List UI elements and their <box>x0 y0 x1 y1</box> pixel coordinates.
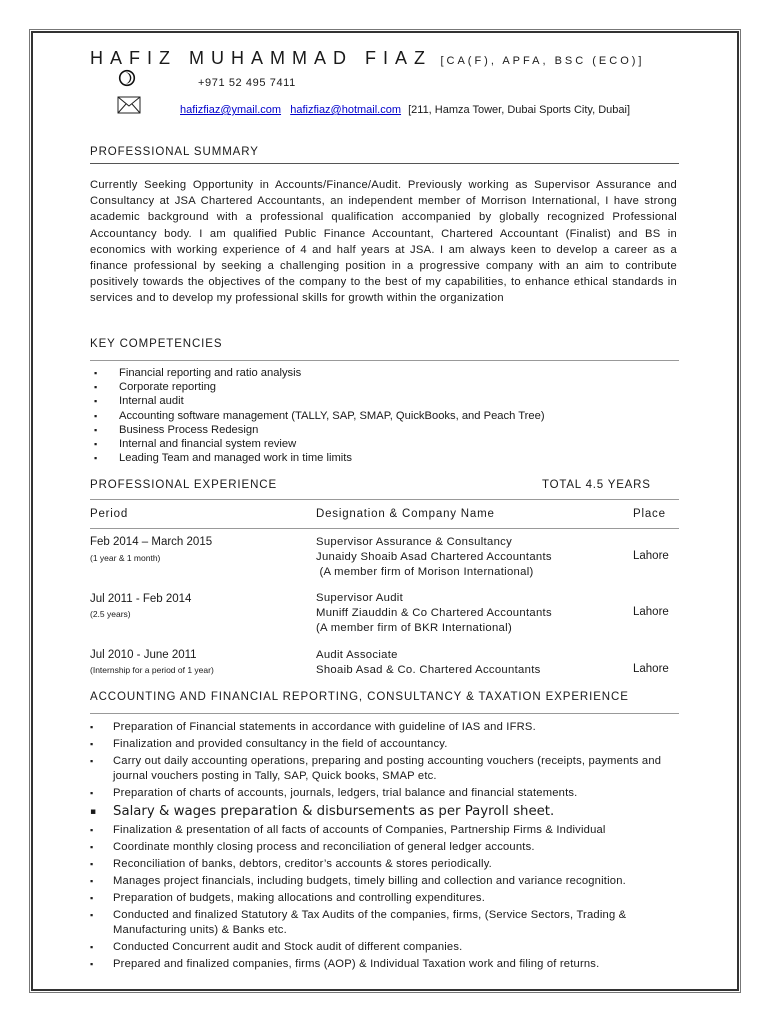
accounting-divider <box>90 713 679 714</box>
phone-icon <box>118 69 136 87</box>
column-header-period: Period <box>90 508 129 520</box>
list-item: ▪ Preparation of charts of accounts, journals, ledgers, trial balance and financial statements. <box>90 786 680 801</box>
list-item: ▪ Carry out daily accounting operations, preparing and posting accounting vouchers (receipts, payments and journal vouchers posting in Tally, SAP, Quick books, SMAP etc. <box>90 754 680 784</box>
competencies-heading: KEY COMPETENCIES <box>90 338 223 350</box>
list-item: ▪ Preparation of Financial statements in accordance with guideline of IAS and IFRS. <box>90 720 680 735</box>
list-item: ▪ Leading Team and managed work in time limits <box>93 451 545 465</box>
envelope-icon <box>117 96 141 114</box>
list-item: ▪ Business Process Redesign <box>93 423 545 437</box>
competencies-divider <box>90 360 679 361</box>
competencies-list <box>93 366 545 465</box>
experience-designation: Audit Associate <box>316 649 398 661</box>
experience-company: Muniff Ziauddin & Co Chartered Accountants <box>316 606 552 619</box>
email-link-hotmail[interactable]: hafizfiaz@hotmail.com <box>290 104 402 116</box>
list-item: ▪ Finalization & presentation of all facts of accounts of Companies, Partnership Firms & Individual <box>90 823 680 838</box>
list-item: ▪ Conducted Concurrent audit and Stock audit of different companies. <box>90 940 680 955</box>
list-item: ▪ Finalization and provided consultancy in the field of accountancy. <box>90 737 680 752</box>
experience-period: Jul 2011 - Feb 2014 <box>90 593 192 605</box>
list-item: ▪ Conducted and finalized Statutory & Tax Audits of the companies, firms, (Service Sectors, Trading & Manufacturing units) & Banks etc. <box>90 908 680 938</box>
candidate-name: HAFIZ MUHAMMAD FIAZ <box>90 48 432 68</box>
experience-period: Jul 2010 - June 2011 <box>90 649 197 661</box>
total-experience: TOTAL 4.5 YEARS <box>542 479 651 491</box>
experience-company: Shoaib Asad & Co. Chartered Accountants <box>316 663 541 676</box>
list-item: ▪ Manages project financials, including budgets, timely billing and collection and variance recognition. <box>90 874 680 889</box>
experience-header-divider <box>90 528 679 529</box>
experience-note: (A member firm of Morison International) <box>316 565 534 578</box>
experience-details <box>316 591 552 635</box>
list-item: ▪ Salary & wages preparation & disbursements as per Payroll sheet. <box>90 803 680 821</box>
header <box>90 48 644 69</box>
experience-duration: (1 year & 1 month) <box>90 553 161 563</box>
list-item: ▪ Internal audit <box>93 394 545 408</box>
experience-divider <box>90 499 679 500</box>
experience-duration: (Internship for a period of 1 year) <box>90 665 214 675</box>
experience-designation: Supervisor Assurance & Consultancy <box>316 536 513 548</box>
accounting-heading: ACCOUNTING AND FINANCIAL REPORTING, CONSULTANCY & TAXATION EXPERIENCE <box>90 691 629 703</box>
experience-details <box>316 648 541 678</box>
column-header-place: Place <box>633 508 666 520</box>
experience-note: (A member firm of BKR International) <box>316 621 513 634</box>
experience-place: Lahore <box>633 663 669 675</box>
phone-number: +971 52 495 7411 <box>198 77 296 89</box>
experience-designation: Supervisor Audit <box>316 592 404 604</box>
summary-heading: PROFESSIONAL SUMMARY <box>90 146 259 158</box>
list-item: ▪ Financial reporting and ratio analysis <box>93 366 545 380</box>
experience-duration: (2.5 years) <box>90 609 131 619</box>
experience-place: Lahore <box>633 550 669 562</box>
summary-divider <box>90 163 679 164</box>
experience-period: Feb 2014 – March 2015 <box>90 536 213 548</box>
experience-place: Lahore <box>633 606 669 618</box>
email-link-ymail[interactable]: hafizfiaz@ymail.com <box>180 104 282 116</box>
list-item: ▪ Coordinate monthly closing process and reconciliation of general ledger accounts. <box>90 840 680 855</box>
contact-line <box>180 104 630 116</box>
accounting-list <box>90 720 680 974</box>
list-item: ▪ Preparation of budgets, making allocations and controlling expenditures. <box>90 891 680 906</box>
list-item: ▪ Accounting software management (TALLY, SAP, SMAP, QuickBooks, and Peach Tree) <box>93 409 545 423</box>
experience-details <box>316 535 552 579</box>
experience-company: Junaidy Shoaib Asad Chartered Accountants <box>316 550 552 563</box>
address: [211, Hamza Tower, Dubai Sports City, Dubai] <box>408 104 631 116</box>
list-item: ▪ Reconciliation of banks, debtors, creditor’s accounts & stores periodically. <box>90 857 680 872</box>
summary-text: Currently Seeking Opportunity in Accounts/Finance/Audit. Previously working as Supervisor Assurance and Consultancy at JSA Chartered Accountants, an independent member of Morrison International, I have strong academic background with a professional qualification accompanied by globally recognized Professional Accountancy body. I am qualified Public Finance Accountant, Chartered Accountant (Finalist) and BS in economics with working experience of 4 and half years at JSA. I am always keen to develop a career as a finance professional by seeking a challenging position in a progressive company with an aim to contribute positively towards the objectives of the company to the best of my capabilities, to enhance ethical standards in services and to develop my professional skills for growth within the organization <box>90 179 677 305</box>
experience-heading: PROFESSIONAL EXPERIENCE <box>90 479 278 491</box>
list-item: ▪ Corporate reporting <box>93 380 545 394</box>
list-item: ▪ Prepared and finalized companies, firms (AOP) & Individual Taxation work and filing of returns. <box>90 957 680 972</box>
qualifications: [CA(F), APFA, BSC (ECO)] <box>440 55 645 67</box>
list-item: ▪ Internal and financial system review <box>93 437 545 451</box>
column-header-designation: Designation & Company Name <box>316 508 495 520</box>
